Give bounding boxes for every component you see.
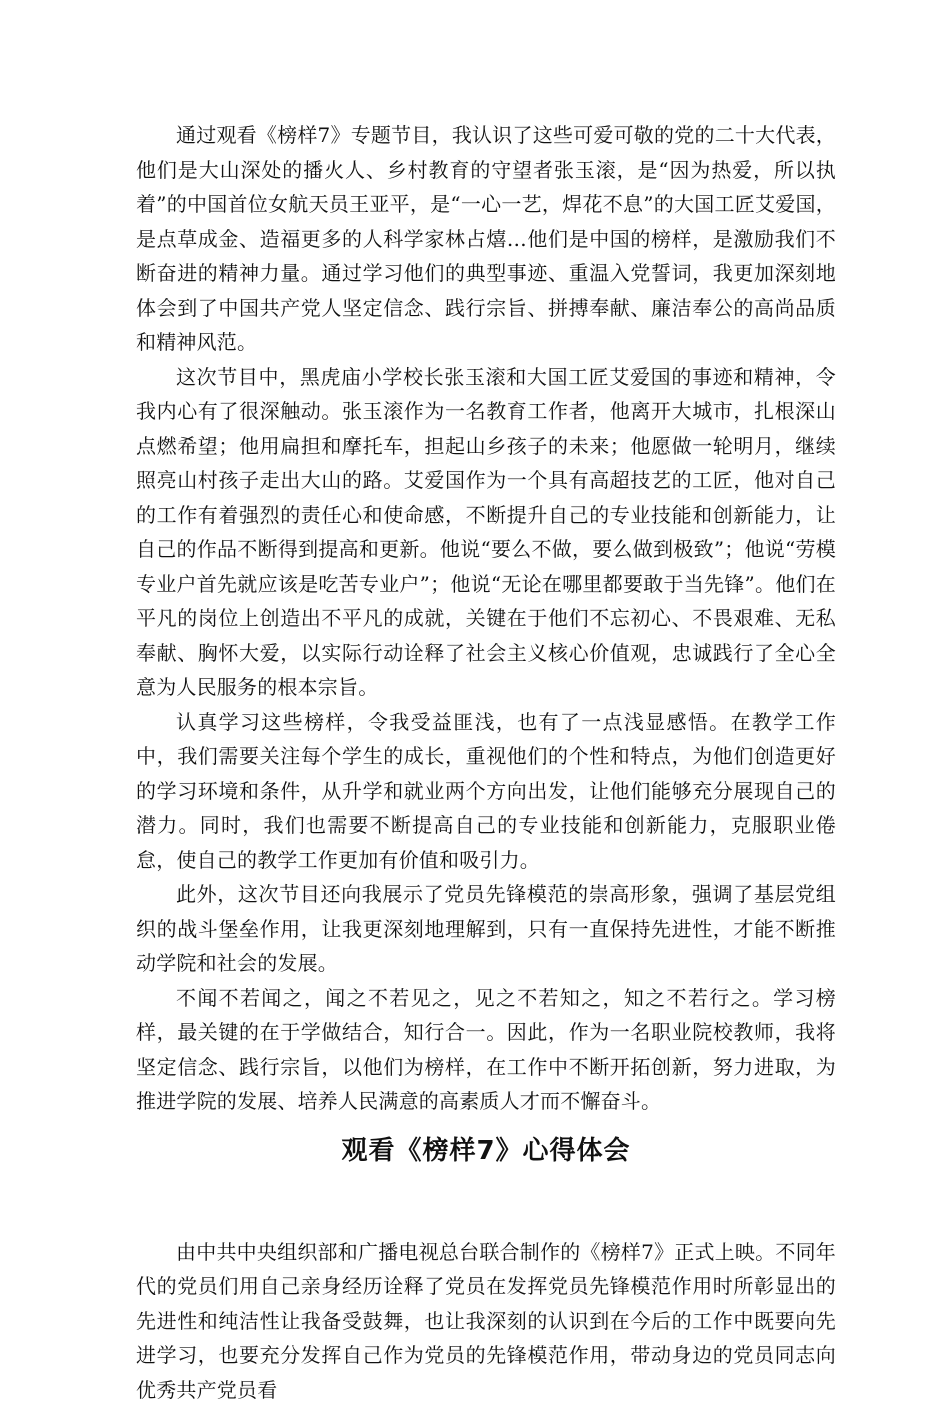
- section-title: 观看《榜样7》心得体会: [136, 1129, 836, 1173]
- paragraph-6: 由中共中央组织部和广播电视总台联合制作的《榜样7》正式上映。不同年代的党员们用自己亲身经历诠释了党员在发挥党员先锋模范作用时所彰显出的先进性和纯洁性让我备受鼓舞，也让我深刻的认识到在今后的工作中既要向先进学习，也要充分发挥自己作为党员的先锋模范作用，带动身边的党员同志向优秀共产党员看: [136, 1235, 836, 1407]
- paragraph-1: 通过观看《榜样7》专题节目，我认识了这些可爱可敬的党的二十大代表，他们是大山深处的播火人、乡村教育的守望者张玉滚，是“因为热爱，所以执着”的中国首位女航天员王亚平，是“一心一艺，焊花不息”的大国工匠艾爱国，是点草成金、造福更多的人科学家林占熺…他们是中国的榜样，是激励我们不断奋进的精神力量。通过学习他们的典型事迹、重温入党誓词，我更加深刻地体会到了中国共产党人坚定信念、践行宗旨、拼搏奉献、廉洁奉公的高尚品质和精神风范。: [136, 118, 836, 360]
- paragraph-5: 不闻不若闻之，闻之不若见之，见之不若知之，知之不若行之。学习榜样，最关键的在于学做结合，知行合一。因此，作为一名职业院校教师，我将坚定信念、践行宗旨，以他们为榜样，在工作中不断开拓创新，努力进取，为推进学院的发展、培养人民满意的高素质人才而不懈奋斗。: [136, 981, 836, 1119]
- paragraph-3: 认真学习这些榜样，令我受益匪浅，也有了一点浅显感悟。在教学工作中，我们需要关注每个学生的成长，重视他们的个性和特点，为他们创造更好的学习环境和条件，从升学和就业两个方向出发，让他们能够充分展现自己的潜力。同时，我们也需要不断提高自己的专业技能和创新能力，克服职业倦怠，使自己的教学工作更加有价值和吸引力。: [136, 705, 836, 878]
- paragraph-2: 这次节目中，黑虎庙小学校长张玉滚和大国工匠艾爱国的事迹和精神，令我内心有了很深触动。张玉滚作为一名教育工作者，他离开大城市，扎根深山点燃希望；他用扁担和摩托车，担起山乡孩子的未来；他愿做一轮明月，继续照亮山村孩子走出大山的路。艾爱国作为一个具有高超技艺的工匠，他对自己的工作有着强烈的责任心和使命感，不断提升自己的专业技能和创新能力，让自己的作品不断得到提高和更新。他说“要么不做，要么做到极致”；他说“劳模专业户首先就应该是吃苦专业户”；他说“无论在哪里都要敢于当先锋”。他们在平凡的岗位上创造出不平凡的成就，关键在于他们不忘初心、不畏艰难、无私奉献、胸怀大爱，以实际行动诠释了社会主义核心价值观，忠诚践行了全心全意为人民服务的根本宗旨。: [136, 360, 836, 705]
- paragraph-4: 此外，这次节目还向我展示了党员先锋模范的崇高形象，强调了基层党组织的战斗堡垒作用，让我更深刻地理解到，只有一直保持先进性，才能不断推动学院和社会的发展。: [136, 877, 836, 981]
- document-page: [136, 118, 836, 1407]
